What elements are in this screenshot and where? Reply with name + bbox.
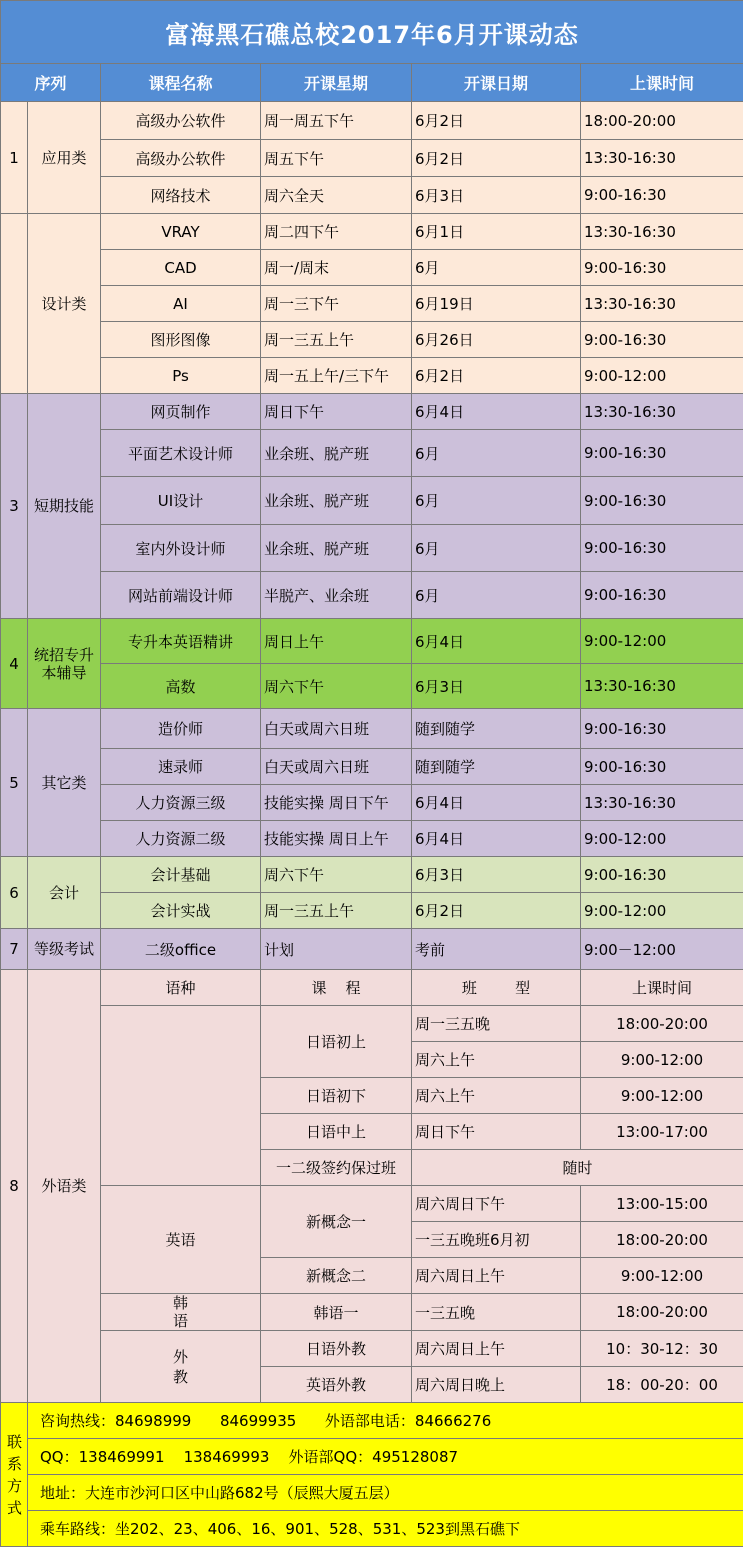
table-row: [1, 358, 743, 394]
course-time: 9:00－12:00: [581, 929, 743, 970]
foreign-course: 新概念二: [261, 1258, 412, 1294]
course-date: 6月: [412, 430, 581, 477]
course-time: 9:00-12:00: [581, 893, 743, 929]
foreign-lang: 英语: [101, 1186, 261, 1294]
course-time: 9:00-16:30: [581, 322, 743, 358]
course-time: 13:30-16:30: [581, 394, 743, 430]
course-date: 6月3日: [412, 664, 581, 709]
course-date: 6月26日: [412, 322, 581, 358]
foreign-course: 一二级签约保过班: [261, 1150, 412, 1186]
course-time: 9:00-16:30: [581, 430, 743, 477]
course-time: 9:00-12:00: [581, 821, 743, 857]
group-category: 统招专升本辅导: [28, 619, 101, 709]
foreign-class: 周日下午: [412, 1114, 581, 1150]
course-date: 6月19日: [412, 286, 581, 322]
foreign-course: 日语外教: [261, 1331, 412, 1367]
foreign-time: 9:00-12:00: [581, 1078, 743, 1114]
contact-label: 联系方式: [1, 1403, 28, 1547]
course-time: 9:00-16:30: [581, 477, 743, 525]
group-seq: 4: [1, 619, 28, 709]
course-time: 9:00-16:30: [581, 525, 743, 572]
course-name: 室内外设计师: [101, 525, 261, 572]
table-row: [1, 1186, 743, 1222]
course-time: 13:30-16:30: [581, 214, 743, 250]
course-name: 高级办公软件: [101, 102, 261, 140]
table-row: [1, 214, 743, 250]
course-time: 18:00-20:00: [581, 102, 743, 140]
course-name: 网络技术: [101, 177, 261, 214]
course-name: UI设计: [101, 477, 261, 525]
course-day: 周一三五上午: [261, 893, 412, 929]
course-day: 白天或周六日班: [261, 709, 412, 749]
header-course-name: 课程名称: [101, 64, 261, 102]
table-row: [1, 477, 743, 525]
course-day: 计划: [261, 929, 412, 970]
foreign-course: 日语初下: [261, 1078, 412, 1114]
course-day: 周一三五上午: [261, 322, 412, 358]
header-weekday: 开课星期: [261, 64, 412, 102]
table-row: [1, 1331, 743, 1367]
foreign-lang: 韩语: [101, 1294, 261, 1331]
course-name: 专升本英语精讲: [101, 619, 261, 664]
course-day: 业余班、脱产班: [261, 477, 412, 525]
course-day: 周一周五下午: [261, 102, 412, 140]
course-day: 业余班、脱产班: [261, 430, 412, 477]
course-date: 6月4日: [412, 619, 581, 664]
course-name: 网站前端设计师: [101, 572, 261, 619]
course-date: 6月: [412, 477, 581, 525]
course-date: 6月3日: [412, 857, 581, 893]
group-category: 会计: [28, 857, 101, 929]
table-row: [1, 286, 743, 322]
foreign-course: 新概念一: [261, 1186, 412, 1258]
group-category: 应用类: [28, 102, 101, 214]
course-day: 周日上午: [261, 619, 412, 664]
table-row: [1, 785, 743, 821]
foreign-class: 周六周日上午: [412, 1258, 581, 1294]
table-row: [1, 619, 743, 664]
course-day: 周一五上午/三下午: [261, 358, 412, 394]
course-time: 9:00-16:30: [581, 177, 743, 214]
foreign-header-course: 课 程: [261, 970, 412, 1006]
table-row: [1, 322, 743, 358]
contact-address: 地址：大连市沙河口区中山路682号（辰熙大厦五层）: [28, 1475, 743, 1511]
course-date: 6月1日: [412, 214, 581, 250]
foreign-time: 9:00-12:00: [581, 1042, 743, 1078]
contact-bus-route: 乘车路线：坐202、23、406、16、901、528、531、523到黑石礁下: [28, 1511, 743, 1547]
table-row: [1, 1006, 743, 1042]
course-time: 13:30-16:30: [581, 785, 743, 821]
header-date: 开课日期: [412, 64, 581, 102]
page-title: 富海黑石礁总校2017年6月开课动态: [1, 1, 743, 64]
foreign-course: 韩语一: [261, 1294, 412, 1331]
table-row: [1, 1294, 743, 1331]
foreign-time: 18：00-20：00: [581, 1367, 743, 1403]
course-time: 9:00-16:30: [581, 749, 743, 785]
foreign-class: 周六上午: [412, 1042, 581, 1078]
course-time: 9:00-12:00: [581, 619, 743, 664]
foreign-class: 周一三五晚: [412, 1006, 581, 1042]
course-date: 6月2日: [412, 102, 581, 140]
contact-qq: QQ：138469991 138469993 外语部QQ：495128087: [28, 1439, 743, 1475]
group-seq: [1, 214, 28, 394]
course-date: 6月3日: [412, 177, 581, 214]
foreign-header-class: 班 型: [412, 970, 581, 1006]
course-day: 周一/周末: [261, 250, 412, 286]
course-day: 业余班、脱产班: [261, 525, 412, 572]
table-row: [1, 970, 743, 1006]
course-name: 人力资源三级: [101, 785, 261, 821]
course-name: 高级办公软件: [101, 140, 261, 177]
foreign-class: 一三五晚: [412, 1294, 581, 1331]
course-date: 随到随学: [412, 749, 581, 785]
course-time: 9:00-16:30: [581, 857, 743, 893]
course-date: 随到随学: [412, 709, 581, 749]
course-name: 造价师: [101, 709, 261, 749]
group-seq: 1: [1, 102, 28, 214]
foreign-time: 18:00-20:00: [581, 1222, 743, 1258]
course-date: 6月2日: [412, 358, 581, 394]
table-row: [1, 709, 743, 749]
group-category: 短期技能: [28, 394, 101, 619]
course-date: 6月: [412, 250, 581, 286]
course-name: 速录师: [101, 749, 261, 785]
course-time: 13:30-16:30: [581, 140, 743, 177]
table-row: [1, 572, 743, 619]
course-time: 9:00-16:30: [581, 709, 743, 749]
foreign-class: 周六上午: [412, 1078, 581, 1114]
course-day: 周六下午: [261, 664, 412, 709]
foreign-time: 18:00-20:00: [581, 1294, 743, 1331]
course-day: 周五下午: [261, 140, 412, 177]
course-name: 二级office: [101, 929, 261, 970]
foreign-class: 周六周日晚上: [412, 1367, 581, 1403]
group-category: 外语类: [28, 970, 101, 1403]
course-name: 平面艺术设计师: [101, 430, 261, 477]
course-name: 会计基础: [101, 857, 261, 893]
course-time: 13:30-16:30: [581, 286, 743, 322]
group-category: 等级考试: [28, 929, 101, 970]
course-time: 9:00-12:00: [581, 358, 743, 394]
course-name: Ps: [101, 358, 261, 394]
course-day: 周二四下午: [261, 214, 412, 250]
course-day: 周日下午: [261, 394, 412, 430]
course-date: 6月4日: [412, 394, 581, 430]
table-row: [1, 102, 743, 140]
table-row: [1, 525, 743, 572]
foreign-course: 日语初上: [261, 1006, 412, 1078]
group-seq: 5: [1, 709, 28, 857]
course-time: 9:00-16:30: [581, 250, 743, 286]
course-name: VRAY: [101, 214, 261, 250]
table-row: [1, 177, 743, 214]
course-name: CAD: [101, 250, 261, 286]
course-day: 技能实操 周日上午: [261, 821, 412, 857]
foreign-time: 9:00-12:00: [581, 1258, 743, 1294]
header-seq: 序列: [1, 64, 101, 102]
course-name: AI: [101, 286, 261, 322]
course-date: 6月: [412, 525, 581, 572]
foreign-header-time: 上课时间: [581, 970, 743, 1006]
table-row: [1, 394, 743, 430]
course-date: 6月: [412, 572, 581, 619]
foreign-class: 周六周日下午: [412, 1186, 581, 1222]
course-name: 高数: [101, 664, 261, 709]
table-row: [1, 749, 743, 785]
foreign-time: 13:00-17:00: [581, 1114, 743, 1150]
course-name: 网页制作: [101, 394, 261, 430]
foreign-lang: 外教: [101, 1331, 261, 1403]
course-day: 周一三下午: [261, 286, 412, 322]
foreign-time: 18:00-20:00: [581, 1006, 743, 1042]
group-seq: 7: [1, 929, 28, 970]
table-row: [1, 857, 743, 893]
course-day: 技能实操 周日下午: [261, 785, 412, 821]
course-time: 9:00-16:30: [581, 572, 743, 619]
course-time: 13:30-16:30: [581, 664, 743, 709]
table-row: [1, 664, 743, 709]
contact-phone: 咨询热线：84698999 84699935 外语部电话：84666276: [28, 1403, 743, 1439]
foreign-class: 周六周日上午: [412, 1331, 581, 1367]
group-category: 设计类: [28, 214, 101, 394]
course-date: 6月4日: [412, 821, 581, 857]
foreign-course: 英语外教: [261, 1367, 412, 1403]
course-day: 白天或周六日班: [261, 749, 412, 785]
course-name: 人力资源二级: [101, 821, 261, 857]
table-row: [1, 140, 743, 177]
course-date: 6月2日: [412, 893, 581, 929]
table-row: [1, 821, 743, 857]
table-row: [1, 893, 743, 929]
course-date: 6月2日: [412, 140, 581, 177]
course-name: 图形图像: [101, 322, 261, 358]
course-date: 考前: [412, 929, 581, 970]
header-time: 上课时间: [581, 64, 743, 102]
foreign-time: 13:00-15:00: [581, 1186, 743, 1222]
table-row: [1, 250, 743, 286]
course-day: 周六全天: [261, 177, 412, 214]
foreign-class: 随时: [412, 1150, 743, 1186]
table-row: [1, 929, 743, 970]
table-row: [1, 430, 743, 477]
group-seq: 6: [1, 857, 28, 929]
course-date: 6月4日: [412, 785, 581, 821]
course-day: 周六下午: [261, 857, 412, 893]
foreign-class: 一三五晚班6月初: [412, 1222, 581, 1258]
course-day: 半脱产、业余班: [261, 572, 412, 619]
foreign-course: 日语中上: [261, 1114, 412, 1150]
foreign-lang: [101, 1006, 261, 1186]
group-seq: 8: [1, 970, 28, 1403]
foreign-time: 10：30-12：30: [581, 1331, 743, 1367]
group-seq: 3: [1, 394, 28, 619]
group-category: 其它类: [28, 709, 101, 857]
foreign-header-lang: 语种: [101, 970, 261, 1006]
course-name: 会计实战: [101, 893, 261, 929]
